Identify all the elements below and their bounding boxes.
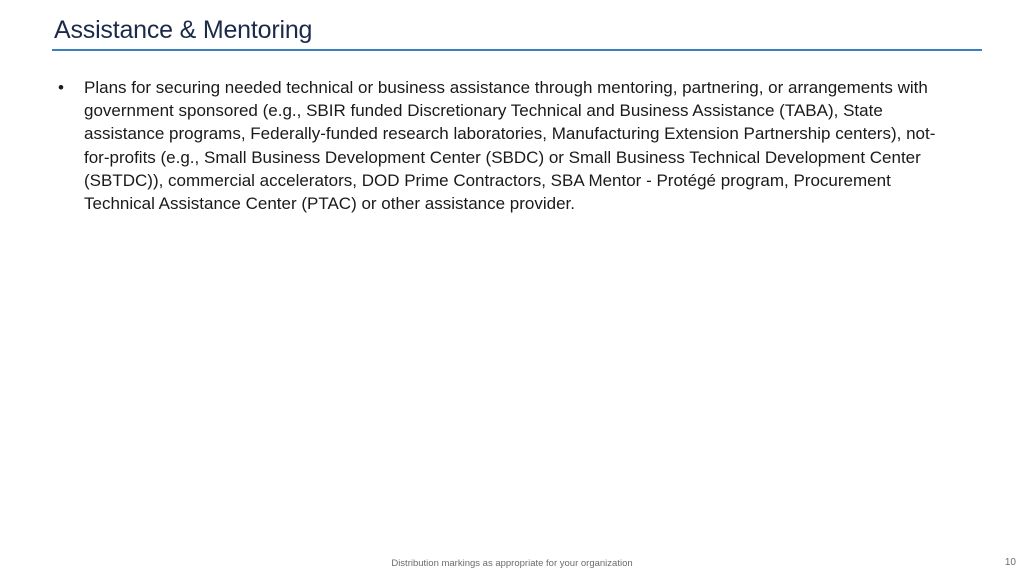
page-number: 10: [1004, 557, 1016, 568]
slide-content: [58, 76, 958, 215]
title-underline: [52, 49, 982, 51]
distribution-marking: Distribution markings as appropriate for your organization: [391, 558, 633, 569]
bullet-text: Plans for securing needed technical or business assistance through mentoring, partnering, or arrangements with government sponsored (e.g., SBIR funded Discretionary Technical and Business Assistance (TABA), State assistance programs, Federally-funded research laboratories, Manufacturing Extension Partnership centers), not-for-profits (e.g., Small Business Development Center (SBDC) or Small Business Technical Development Center (SBTDC)), commercial accelerators, DOD Prime Contractors, SBA Mentor - Protégé program, Procurement Technical Assistance Center (PTAC) or other assistance provider.: [84, 78, 936, 214]
bullet-icon: •: [58, 78, 64, 97]
bullet-item: [58, 76, 958, 215]
slide-title: Assistance & Mentoring: [54, 16, 313, 44]
